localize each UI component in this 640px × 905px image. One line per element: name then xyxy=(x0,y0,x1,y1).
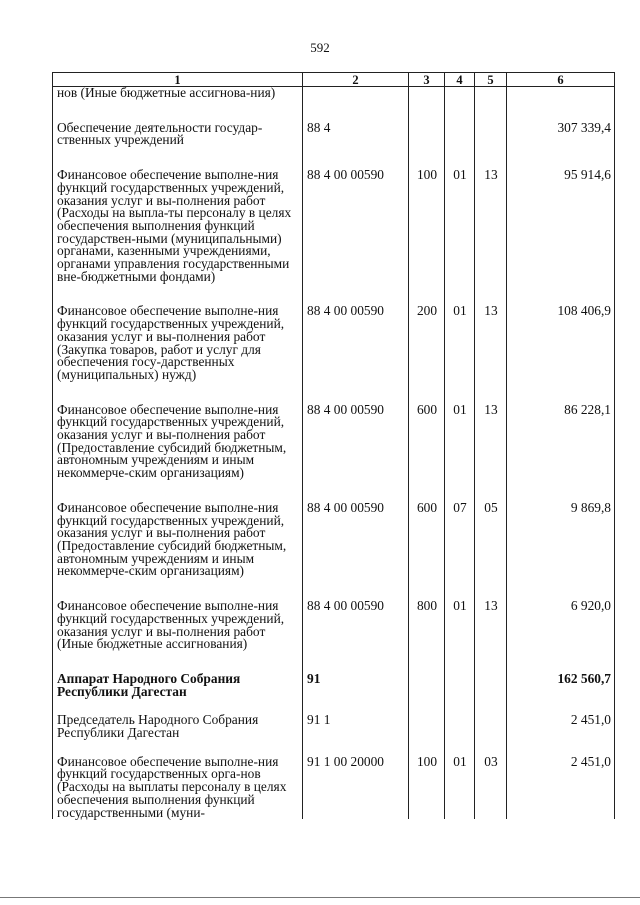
row-code: 88 4 00 00590 xyxy=(303,305,409,403)
table-row xyxy=(53,714,615,755)
table-body xyxy=(53,87,615,820)
table-row xyxy=(53,600,615,673)
row-col-5: 05 xyxy=(475,502,507,600)
row-col-5: 13 xyxy=(475,600,507,673)
budget-table xyxy=(52,72,615,819)
row-col-4: 01 xyxy=(445,756,475,820)
row-amount: 95 914,6 xyxy=(507,169,615,305)
row-name: Финансовое обеспечение выполне-ния функций государственных орга-нов (Расходы на выплаты персоналу в целях обеспечения выполнения функций государственными (муни- xyxy=(53,756,303,820)
row-col-5: 13 xyxy=(475,305,507,403)
row-col-5 xyxy=(475,87,507,122)
page-number: 592 xyxy=(310,40,330,55)
row-amount: 162 560,7 xyxy=(507,673,615,714)
table-row xyxy=(53,169,615,305)
row-col-3: 600 xyxy=(409,502,445,600)
table-row xyxy=(53,673,615,714)
row-col-3: 600 xyxy=(409,404,445,502)
row-col-4 xyxy=(445,673,475,714)
row-col-3: 200 xyxy=(409,305,445,403)
row-col-3 xyxy=(409,714,445,755)
row-amount: 2 451,0 xyxy=(507,714,615,755)
row-col-5: 03 xyxy=(475,756,507,820)
row-col-4: 01 xyxy=(445,305,475,403)
row-amount: 307 339,4 xyxy=(507,122,615,169)
row-col-3: 800 xyxy=(409,600,445,673)
row-name: Председатель Народного Собрания Республики Дагестан xyxy=(53,714,303,755)
row-amount: 9 869,8 xyxy=(507,502,615,600)
row-col-3: 100 xyxy=(409,756,445,820)
row-name: Финансовое обеспечение выполне-ния функций государственных учреждений, оказания услуг и вы-полнения работ (Иные бюджетные ассигнования) xyxy=(53,600,303,673)
bottom-rule xyxy=(0,897,640,898)
header-col-1: 1 xyxy=(53,73,303,87)
table-row xyxy=(53,404,615,502)
row-col-4: 01 xyxy=(445,404,475,502)
row-name: Аппарат Народного Собрания Республики Дагестан xyxy=(53,673,303,714)
row-col-3 xyxy=(409,673,445,714)
row-name: Финансовое обеспечение выполне-ния функций государственных учреждений, оказания услуг и вы-полнения работ (Закупка товаров, работ и услуг для обеспечения госу-дарственных (муниципальных) нужд) xyxy=(53,305,303,403)
row-amount: 2 451,0 xyxy=(507,756,615,820)
row-col-4: 01 xyxy=(445,169,475,305)
row-col-4 xyxy=(445,87,475,122)
table-row xyxy=(53,305,615,403)
header-col-5: 5 xyxy=(475,73,507,87)
row-name: нов (Иные бюджетные ассигнова-ния) xyxy=(53,87,303,122)
row-col-4: 07 xyxy=(445,502,475,600)
header-col-4: 4 xyxy=(445,73,475,87)
row-name: Финансовое обеспечение выполне-ния функций государственных учреждений, оказания услуг и вы-полнения работ (Расходы на выпла-ты персоналу в целях обеспечения выполнения функций государствен-ными (муниципальными) органами, казенными учреждениями, органами управления государственными вне-бюджетными фондами) xyxy=(53,169,303,305)
table-row xyxy=(53,122,615,169)
row-amount: 6 920,0 xyxy=(507,600,615,673)
row-col-3 xyxy=(409,87,445,122)
row-amount: 86 228,1 xyxy=(507,404,615,502)
table-row xyxy=(53,756,615,820)
row-code: 88 4 xyxy=(303,122,409,169)
row-code: 91 xyxy=(303,673,409,714)
row-col-4: 01 xyxy=(445,600,475,673)
row-code: 91 1 xyxy=(303,714,409,755)
header-col-6: 6 xyxy=(507,73,615,87)
row-amount xyxy=(507,87,615,122)
row-col-3 xyxy=(409,122,445,169)
header-col-2: 2 xyxy=(303,73,409,87)
table-row xyxy=(53,502,615,600)
row-name: Финансовое обеспечение выполне-ния функций государственных учреждений, оказания услуг и вы-полнения работ (Предоставление субсидий бюджетным, автономным учреждениям и иным некоммерче-ским организациям) xyxy=(53,404,303,502)
row-code: 91 1 00 20000 xyxy=(303,756,409,820)
row-col-5 xyxy=(475,673,507,714)
row-col-3: 100 xyxy=(409,169,445,305)
row-code: 88 4 00 00590 xyxy=(303,600,409,673)
row-code: 88 4 00 00590 xyxy=(303,502,409,600)
row-col-5 xyxy=(475,714,507,755)
row-col-5 xyxy=(475,122,507,169)
row-col-5: 13 xyxy=(475,169,507,305)
row-code: 88 4 00 00590 xyxy=(303,169,409,305)
row-code xyxy=(303,87,409,122)
row-col-4 xyxy=(445,714,475,755)
row-col-5: 13 xyxy=(475,404,507,502)
row-amount: 108 406,9 xyxy=(507,305,615,403)
row-name: Финансовое обеспечение выполне-ния функций государственных учреждений, оказания услуг и вы-полнения работ (Предоставление субсидий бюджетным, автономным учреждениям и иным некоммерче-ским организациям) xyxy=(53,502,303,600)
row-code: 88 4 00 00590 xyxy=(303,404,409,502)
table-row xyxy=(53,87,615,122)
row-name: Обеспечение деятельности государ-ственных учреждений xyxy=(53,122,303,169)
row-col-4 xyxy=(445,122,475,169)
header-col-3: 3 xyxy=(409,73,445,87)
